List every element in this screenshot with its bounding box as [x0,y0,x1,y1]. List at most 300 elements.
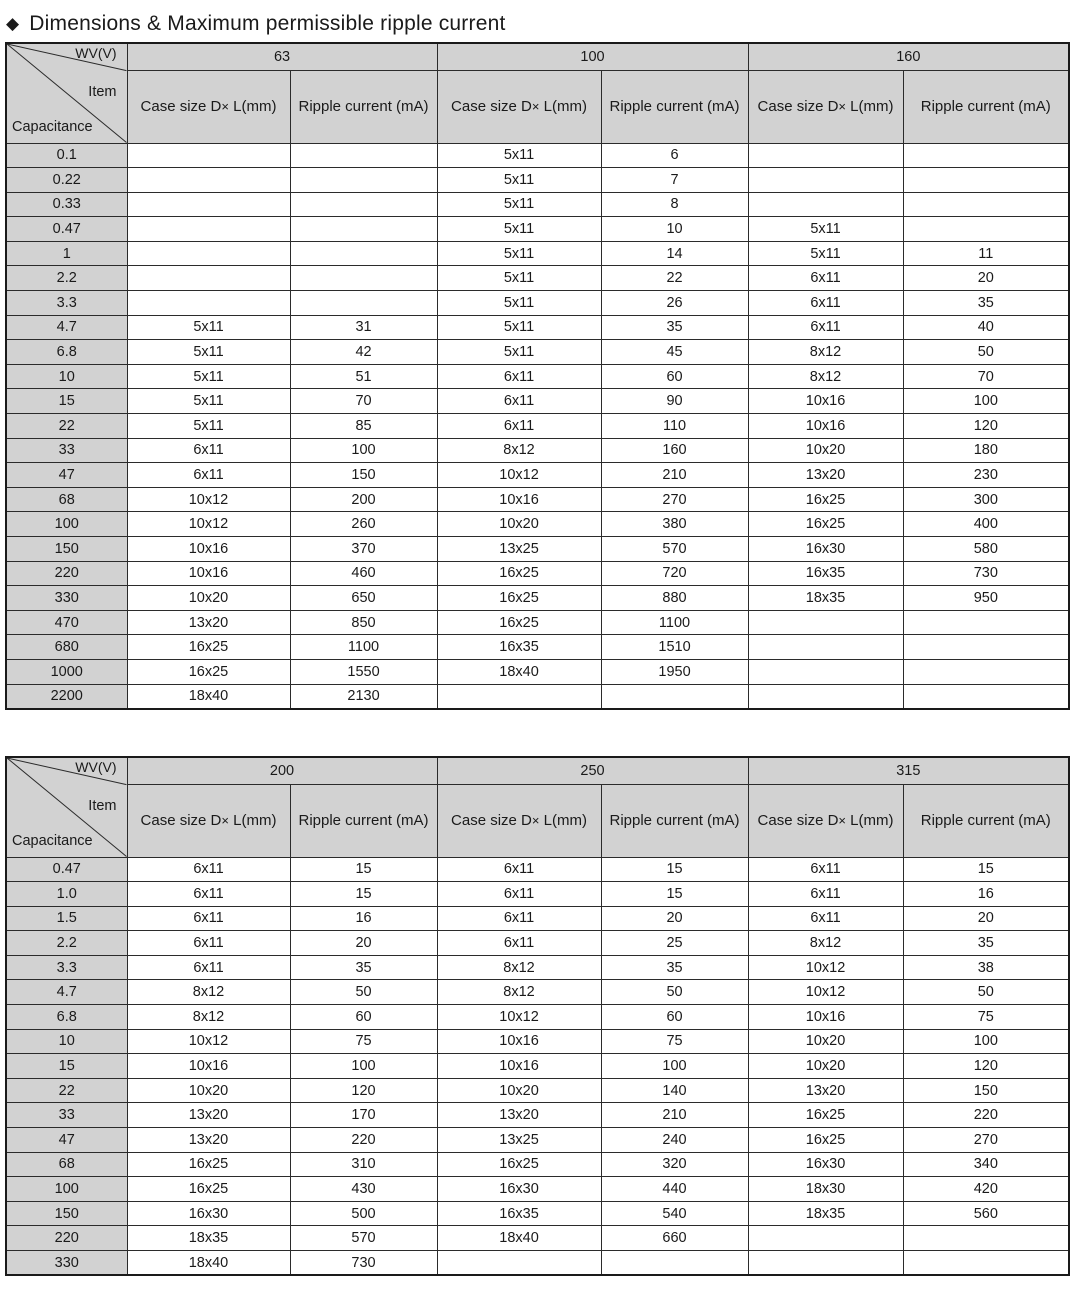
capacitance-cell: 2.2 [6,266,127,291]
ripple-current-cell: 730 [290,1251,437,1276]
case-size-cell: 16x25 [127,1177,290,1202]
case-size-cell: 6x11 [437,882,601,907]
case-size-cell: 5x11 [437,217,601,242]
case-size-cell: 8x12 [748,364,903,389]
case-size-header [437,784,601,857]
capacitance-cell: 680 [6,635,127,660]
table-row [6,882,1069,907]
case-size-cell: 6x11 [127,882,290,907]
ripple-current-cell: 50 [903,980,1069,1005]
voltage-header: 200 [127,757,437,784]
ripple-current-cell: 540 [601,1201,748,1226]
ripple-current-cell: 15 [601,882,748,907]
case-size-header [437,70,601,143]
ripple-current-cell: 15 [290,857,437,882]
capacitance-cell: 2200 [6,684,127,709]
ripple-current-cell [903,1226,1069,1251]
ripple-current-cell: 26 [601,291,748,316]
case-size-cell: 10x16 [437,1054,601,1079]
ripple-current-cell: 270 [903,1128,1069,1153]
case-size-cell: 13x20 [127,1103,290,1128]
case-size-unit: L(mm) [846,98,894,115]
case-size-cell: 16x30 [437,1177,601,1202]
ripple-current-header: Ripple current (mA) [903,70,1069,143]
case-size-cell: 6x11 [127,463,290,488]
case-size-cell: 10x16 [127,1054,290,1079]
ripple-current-cell [290,266,437,291]
case-size-cell: 10x20 [748,1029,903,1054]
case-size-cell [127,143,290,168]
capacitance-cell: 47 [6,463,127,488]
case-size-unit: L(mm) [228,812,277,829]
case-size-cell: 16x25 [127,635,290,660]
table-row [6,1251,1069,1276]
ripple-current-cell: 42 [290,340,437,365]
case-size-cell: 5x11 [437,168,601,193]
table-row [6,389,1069,414]
cross-icon: × [531,813,540,828]
ripple-current-cell: 20 [903,906,1069,931]
table-row [6,955,1069,980]
table-row [6,1226,1069,1251]
case-size-cell: 6x11 [748,857,903,882]
table-row [6,931,1069,956]
table-row [6,217,1069,242]
table-row [6,1078,1069,1103]
ripple-current-cell: 210 [601,1103,748,1128]
case-size-cell: 6x11 [748,266,903,291]
case-size-header [127,784,290,857]
ripple-current-cell: 35 [903,291,1069,316]
cross-icon: × [221,99,229,114]
ripple-current-cell: 400 [903,512,1069,537]
ripple-current-cell: 100 [601,1054,748,1079]
ripple-current-cell: 20 [903,266,1069,291]
ripple-current-cell: 40 [903,315,1069,340]
ripple-current-cell: 15 [601,857,748,882]
case-size-cell: 18x35 [127,1226,290,1251]
case-size-unit: L(mm) [539,98,587,115]
table-row [6,438,1069,463]
cross-icon: × [838,813,846,828]
case-size-cell: 10x12 [127,512,290,537]
voltage-header: 160 [748,43,1069,70]
case-size-cell: 8x12 [127,1005,290,1030]
capacitance-label: Capacitance [12,118,93,135]
ripple-current-cell: 45 [601,340,748,365]
case-size-cell [437,1251,601,1276]
case-size-cell: 5x11 [127,414,290,439]
case-size-cell [748,684,903,709]
case-size-cell: 6x11 [127,906,290,931]
case-size-cell: 8x12 [748,340,903,365]
ripple-current-cell: 50 [601,980,748,1005]
wv-label: WV(V) [75,759,117,775]
ripple-current-cell: 260 [290,512,437,537]
capacitance-cell: 0.22 [6,168,127,193]
ripple-current-cell: 75 [903,1005,1069,1030]
capacitance-cell: 2.2 [6,931,127,956]
ripple-current-cell: 100 [903,1029,1069,1054]
table-row [6,1103,1069,1128]
case-size-cell: 16x25 [748,1103,903,1128]
table-row [6,1029,1069,1054]
ripple-current-cell: 8 [601,192,748,217]
case-size-cell [748,1251,903,1276]
capacitance-cell: 33 [6,438,127,463]
table-row [6,512,1069,537]
case-size-cell: 8x12 [437,955,601,980]
capacitance-cell: 0.47 [6,217,127,242]
case-size-cell: 13x20 [127,610,290,635]
ripple-current-cell: 60 [290,1005,437,1030]
table-row [6,414,1069,439]
case-size-cell: 10x16 [437,1029,601,1054]
table-row [6,1054,1069,1079]
case-size-cell: 10x16 [127,561,290,586]
ripple-current-cell: 380 [601,512,748,537]
table-row [6,635,1069,660]
ripple-table-1 [5,42,1070,710]
cross-icon: × [531,99,540,114]
ripple-table-2 [5,756,1070,1276]
ripple-current-cell: 300 [903,487,1069,512]
capacitance-cell: 0.1 [6,143,127,168]
ripple-current-cell: 50 [290,980,437,1005]
ripple-current-cell: 220 [290,1128,437,1153]
case-size-cell: 5x11 [748,241,903,266]
ripple-current-cell: 70 [903,364,1069,389]
cross-icon: × [838,99,846,114]
case-size-cell: 16x25 [437,1152,601,1177]
case-size-cell: 18x35 [748,1201,903,1226]
ripple-current-cell: 14 [601,241,748,266]
ripple-current-cell: 60 [601,364,748,389]
ripple-current-cell: 31 [290,315,437,340]
table-row [6,980,1069,1005]
case-size-cell: 10x12 [437,1005,601,1030]
case-size-header [748,784,903,857]
page-title-text: Dimensions & Maximum permissible ripple current [29,12,506,35]
case-size-unit: L(mm) [846,812,894,829]
case-size-cell: 6x11 [437,906,601,931]
table-row [6,659,1069,684]
ripple-current-cell: 75 [290,1029,437,1054]
ripple-current-cell: 420 [903,1177,1069,1202]
case-size-cell: 6x11 [437,389,601,414]
capacitance-cell: 68 [6,1152,127,1177]
case-size-cell: 16x25 [127,1152,290,1177]
case-size-cell: 10x16 [437,487,601,512]
capacitance-cell: 10 [6,364,127,389]
ripple-current-cell: 720 [601,561,748,586]
capacitance-cell: 0.33 [6,192,127,217]
case-size-label: Case size D [757,812,839,829]
voltage-header: 63 [127,43,437,70]
case-size-cell: 6x11 [437,857,601,882]
ripple-current-cell: 150 [903,1078,1069,1103]
ripple-current-cell [290,291,437,316]
case-size-cell: 13x25 [437,537,601,562]
ripple-current-cell [903,1251,1069,1276]
capacitance-cell: 68 [6,487,127,512]
table-row [6,291,1069,316]
ripple-current-header: Ripple current (mA) [290,784,437,857]
ripple-current-cell: 570 [601,537,748,562]
case-size-cell [748,143,903,168]
table-row [6,1152,1069,1177]
corner-header [6,757,127,857]
ripple-current-cell: 1100 [290,635,437,660]
table-row [6,241,1069,266]
ripple-current-cell: 35 [601,955,748,980]
case-size-cell: 6x11 [127,931,290,956]
ripple-current-cell: 730 [903,561,1069,586]
ripple-current-cell: 70 [290,389,437,414]
case-size-header [748,70,903,143]
case-size-cell [748,168,903,193]
case-size-cell [748,659,903,684]
item-header-row [6,70,1069,143]
case-size-cell [127,291,290,316]
capacitance-cell: 100 [6,1177,127,1202]
capacitance-cell: 220 [6,561,127,586]
ripple-current-cell: 120 [290,1078,437,1103]
ripple-current-cell: 950 [903,586,1069,611]
capacitance-cell: 330 [6,586,127,611]
case-size-cell: 8x12 [748,931,903,956]
ripple-current-cell [601,684,748,709]
case-size-cell: 10x12 [437,463,601,488]
ripple-current-cell: 200 [290,487,437,512]
case-size-cell: 6x11 [748,291,903,316]
ripple-current-cell [903,143,1069,168]
case-size-cell: 16x25 [127,659,290,684]
table-row [6,1005,1069,1030]
case-size-cell: 5x11 [127,389,290,414]
ripple-current-cell: 20 [601,906,748,931]
table-row [6,340,1069,365]
case-size-cell: 13x25 [437,1128,601,1153]
capacitance-cell: 4.7 [6,315,127,340]
ripple-current-cell: 60 [601,1005,748,1030]
item-header-row [6,784,1069,857]
ripple-current-cell: 90 [601,389,748,414]
ripple-current-cell: 220 [903,1103,1069,1128]
ripple-current-cell [903,168,1069,193]
ripple-current-cell: 35 [601,315,748,340]
ripple-current-cell [601,1251,748,1276]
case-size-cell: 10x12 [748,980,903,1005]
table-row [6,266,1069,291]
case-size-unit: L(mm) [539,812,587,829]
table-row [6,463,1069,488]
case-size-cell: 13x20 [748,1078,903,1103]
case-size-label: Case size D [140,812,222,829]
capacitance-cell: 22 [6,414,127,439]
ripple-current-cell: 120 [903,414,1069,439]
voltage-header: 315 [748,757,1069,784]
ripple-current-cell: 240 [601,1128,748,1153]
case-size-cell: 10x20 [437,1078,601,1103]
ripple-current-cell: 16 [290,906,437,931]
case-size-cell: 18x30 [748,1177,903,1202]
case-size-cell: 10x12 [127,487,290,512]
ripple-current-header: Ripple current (mA) [601,784,748,857]
capacitance-cell: 10 [6,1029,127,1054]
table-row [6,561,1069,586]
ripple-current-cell [290,241,437,266]
ripple-current-cell: 1550 [290,659,437,684]
case-size-cell: 10x20 [437,512,601,537]
case-size-cell: 5x11 [437,241,601,266]
case-size-cell: 6x11 [748,906,903,931]
case-size-cell [748,635,903,660]
voltage-header: 250 [437,757,748,784]
ripple-current-cell: 1100 [601,610,748,635]
case-size-cell: 18x40 [437,659,601,684]
case-size-header [127,70,290,143]
capacitance-cell: 0.47 [6,857,127,882]
case-size-cell: 5x11 [437,291,601,316]
ripple-current-cell: 340 [903,1152,1069,1177]
table-row [6,1177,1069,1202]
case-size-cell: 18x40 [127,1251,290,1276]
case-size-cell: 16x25 [437,586,601,611]
table-row [6,1128,1069,1153]
case-size-cell: 16x35 [437,635,601,660]
capacitance-cell: 150 [6,1201,127,1226]
ripple-current-cell: 15 [290,882,437,907]
capacitance-cell: 6.8 [6,340,127,365]
ripple-current-cell [903,659,1069,684]
case-size-cell: 10x20 [127,1078,290,1103]
capacitance-cell: 150 [6,537,127,562]
table-row [6,487,1069,512]
ripple-current-header: Ripple current (mA) [601,70,748,143]
case-size-cell: 16x25 [437,561,601,586]
capacitance-cell: 6.8 [6,1005,127,1030]
case-size-cell: 5x11 [437,340,601,365]
ripple-current-cell: 35 [903,931,1069,956]
case-size-cell: 10x16 [127,537,290,562]
case-size-cell [748,1226,903,1251]
ripple-current-cell: 1510 [601,635,748,660]
case-size-cell: 6x11 [748,882,903,907]
ripple-current-cell: 35 [290,955,437,980]
capacitance-cell: 33 [6,1103,127,1128]
case-size-cell: 10x20 [748,438,903,463]
case-size-cell: 10x16 [748,414,903,439]
case-size-label: Case size D [757,98,839,115]
ripple-current-cell [903,610,1069,635]
ripple-current-cell: 22 [601,266,748,291]
ripple-current-cell: 270 [601,487,748,512]
ripple-current-cell: 230 [903,463,1069,488]
ripple-current-cell: 25 [601,931,748,956]
case-size-cell: 5x11 [437,266,601,291]
ripple-current-cell: 7 [601,168,748,193]
ripple-current-cell [290,168,437,193]
ripple-current-cell: 75 [601,1029,748,1054]
case-size-cell [127,192,290,217]
table-row [6,684,1069,709]
voltage-header-row [6,43,1069,70]
cross-icon: × [221,813,229,828]
case-size-label: Case size D [451,98,532,115]
voltage-header: 100 [437,43,748,70]
ripple-current-cell [290,143,437,168]
ripple-current-cell: 440 [601,1177,748,1202]
ripple-current-cell: 15 [903,857,1069,882]
ripple-current-cell: 100 [903,389,1069,414]
case-size-label: Case size D [451,812,532,829]
ripple-current-cell: 38 [903,955,1069,980]
table-row [6,857,1069,882]
ripple-current-cell: 210 [601,463,748,488]
case-size-label: Case size D [140,98,222,115]
ripple-current-cell: 580 [903,537,1069,562]
ripple-current-header: Ripple current (mA) [903,784,1069,857]
ripple-current-cell: 320 [601,1152,748,1177]
capacitance-cell: 1.0 [6,882,127,907]
case-size-cell: 18x35 [748,586,903,611]
ripple-current-cell: 20 [290,931,437,956]
case-size-cell: 10x16 [748,389,903,414]
table-row [6,1201,1069,1226]
ripple-current-cell: 850 [290,610,437,635]
capacitance-cell: 330 [6,1251,127,1276]
case-size-cell: 16x30 [127,1201,290,1226]
case-size-cell: 6x11 [748,315,903,340]
case-size-cell: 18x40 [127,684,290,709]
capacitance-cell: 100 [6,512,127,537]
ripple-current-cell: 85 [290,414,437,439]
table-row [6,610,1069,635]
capacitance-cell: 1000 [6,659,127,684]
capacitance-cell: 3.3 [6,955,127,980]
ripple-current-cell: 160 [601,438,748,463]
ripple-current-cell: 110 [601,414,748,439]
case-size-cell: 10x16 [748,1005,903,1030]
case-size-cell: 10x12 [127,1029,290,1054]
ripple-current-cell: 180 [903,438,1069,463]
case-size-cell: 8x12 [127,980,290,1005]
capacitance-cell: 15 [6,1054,127,1079]
capacitance-cell: 4.7 [6,980,127,1005]
case-size-cell [127,266,290,291]
ripple-current-cell: 10 [601,217,748,242]
case-size-unit: L(mm) [228,98,277,115]
wv-label: WV(V) [75,45,117,61]
capacitance-cell: 220 [6,1226,127,1251]
case-size-cell: 6x11 [127,857,290,882]
case-size-cell: 5x11 [437,192,601,217]
ripple-current-cell: 150 [290,463,437,488]
capacitance-cell: 15 [6,389,127,414]
case-size-cell: 10x20 [127,586,290,611]
table-row [6,315,1069,340]
table-row [6,906,1069,931]
capacitance-cell: 3.3 [6,291,127,316]
table-row [6,143,1069,168]
case-size-cell: 16x25 [437,610,601,635]
diamond-icon: ◆ [6,14,20,33]
ripple-current-cell: 650 [290,586,437,611]
ripple-current-cell: 170 [290,1103,437,1128]
ripple-current-cell: 140 [601,1078,748,1103]
ripple-current-cell: 430 [290,1177,437,1202]
